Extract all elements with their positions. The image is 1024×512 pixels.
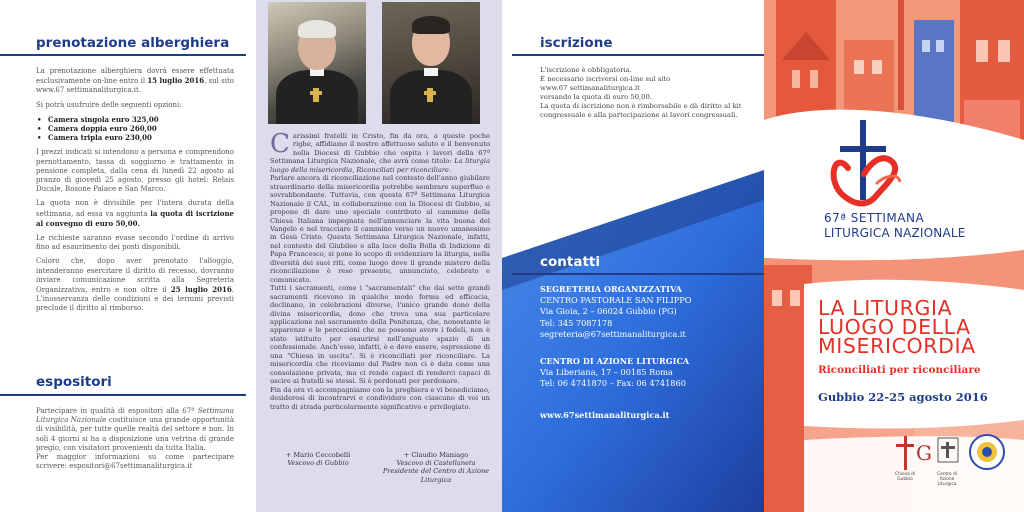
welcome-letter-text <box>270 129 490 411</box>
cal-logo-icon <box>938 438 958 462</box>
section-divider <box>0 54 246 56</box>
withdraw-deadline: 25 luglio 2016 <box>170 285 232 295</box>
room-option: • Camera doppia euro 260,00 <box>36 124 234 133</box>
exhibitors-text <box>36 407 234 476</box>
website-link[interactable]: www.67settimanaliturgica.it <box>540 410 670 420</box>
dropcap: C <box>270 129 290 159</box>
cal-contact <box>540 356 755 390</box>
requests-text: Le richieste saranno evase secondo l'ordine di arrivo fino ad esaurimento dei posti disponibili. <box>36 234 234 252</box>
letter-para-1: arissimi fratelli in Cristo, fin da ora, a queste poche righe, affidiamo il nostro affettuoso saluto e il benvenuto nella Diocesi di Gubbio che ospita i lavori della 67ª Settimana Liturgica Nazionale, che avrà come titolo: <box>270 132 490 166</box>
section-divider <box>512 273 764 275</box>
quota-text: La quota non è divisibile per l'intera durata della settimana, ad essa va aggiunta <box>36 199 234 218</box>
signer-name: + Mario Ceccobelli <box>285 451 351 459</box>
cal-logo-caption: Centro di Azione Liturgica <box>936 472 958 487</box>
welcome-letter-panel <box>256 0 502 512</box>
hotel-booking-text <box>36 67 234 319</box>
secretariat-phone: Tel: 345 7087178 <box>540 317 613 328</box>
cal-label: CENTRO DI AZIONE LITURGICA <box>540 356 690 366</box>
signer-role-2: Presidente del Centro di Azione Liturgica <box>382 467 490 484</box>
withdraw-text: Coloro che, dopo aver prenotato l'alloggio, intenderanno esercitare il diritto di recesso, dovranno inviare comunicazione scritta alla Segreteria Organizzativa, entro e non oltre il <box>36 257 234 295</box>
quota-bold: la quota di iscrizione al convegno di euro 50,00. <box>36 208 234 228</box>
cal-phone: Tel: 06 4741870 – Fax: 06 4741860 <box>540 378 686 389</box>
expo-text-2: costituisce una grande opportunità di visibilità, per tutte quelle realtà del settore e non. In soli 4 giorni si ha a disposizione una vetrina di grande pregio, con visitatori provenienti da tutta Italia. <box>36 416 234 452</box>
cover-panel <box>764 0 1024 512</box>
signer-role: Vescovo di Castellaneta <box>396 459 476 468</box>
secretariat-label: SEGRETERIA ORGANIZZATIVA <box>540 284 682 294</box>
gubbio-logo-caption: Chiesa di Gubbio <box>894 472 916 482</box>
hotel-booking-heading: prenotazione alberghiera <box>36 35 230 51</box>
section-divider <box>0 394 246 396</box>
room-options-list <box>36 115 234 143</box>
title-line: LA LITURGIA <box>818 296 953 320</box>
registration-line: La quota di iscrizione non è rimborsabile e dà diritto al kit <box>540 101 742 110</box>
registration-line: versando la quota di euro 50,00. <box>540 92 652 101</box>
bishop-ceccobelli-photo <box>268 2 366 124</box>
registration-line: www.67 settimanaliturgica.it <box>540 83 640 92</box>
registration-contacts-panel <box>502 0 764 512</box>
logo-line-2: LITURGICA NAZIONALE <box>824 226 966 240</box>
letter-para-4: Fin da ora vi accompagniamo con la preghiera e vi benediciamo, desiderosi di incontrarvi e condividere con ciascuno di voi un tratto di strada particolarmente significativo e privilegiato. <box>270 385 490 411</box>
bishop-maniago-photo <box>382 2 480 124</box>
secretariat-contact <box>540 284 755 340</box>
options-intro: Si potrà usufruire delle seguenti opzioni: <box>36 100 182 109</box>
signature-ceccobelli <box>270 451 366 467</box>
signature-maniago <box>376 451 496 484</box>
hotel-intro: La prenotazione alberghiera dovrà essere effettuata esclusivamente on-line entro il <box>36 67 234 86</box>
title-line: MISERICORDIA <box>818 334 976 358</box>
registration-line: congressuale e alla partecipazione ai lavori congressuali. <box>540 110 738 119</box>
registration-line: L'iscrizione è obbligatoria. <box>540 66 632 74</box>
cal-address: Via Liberiana, 17 – 00185 Roma <box>540 367 673 378</box>
expo-text-1: Partecipare in qualità di espositori alla 67ª <box>36 407 195 415</box>
expo-contact: Per maggior informazioni su come partecipare scrivere: espositori@67settimanaliturgica.it <box>36 453 234 471</box>
letter-para-3: Tutti i sacramenti, come i "sacramentali" che dai sette grandi sacramenti ricevono in qualche modo forma ed efficacia, declinano, in celebrazioni diverse, l'unico grande dono della divina misericordia, dono che trova una sua particolare applicazione nel sacramento della Penitenza, che, nonostante le apparenze e le percezioni che ne possono avere i fedeli, non è stato istituito per esaurirsi nell'angusto spazio di un confessionale. Anch'esso, infatti, è e deve essere, espressione di una "Chiesa in uscita". Si è riconciliati per riconciliare. La misericordia che riceviamo dal Padre non ci è data come una consolazione privata, ma ci rende capaci di renderci capaci di uscire ai fratelli se stessi. Si è perdonati per perdonare. <box>270 284 490 386</box>
room-option: • Camera tripla euro 230,00 <box>36 133 234 142</box>
secretariat-name: CENTRO PASTORALE SAN FILIPPO <box>540 295 692 306</box>
event-date: Gubbio 22-25 agosto 2016 <box>818 390 988 404</box>
jubilee-logo-icon <box>970 435 1004 469</box>
letter-theme: La liturgia luogo della misericordia, Riconciliati per riconciliare. <box>270 157 490 174</box>
letter-para-2: Parlare ancora di riconciliazione nel contesto dell'anno giubilare straordinario della misericordia potrebbe sembrare superfluo e sovrabbondante. Tuttavia, con questa 67ª Settimana Liturgica Nazionale il CAL, in collaborazione con la Diocesi di Gubbio, si propone di dare uno speciale contributo al cammino della Chiesa Italiana impegnata nell'annunciare la vita buona del Vangelo e nel tracciare il cammino verso un nuovo umanesimo in Gesù Cristo. Questa Settimana Liturgica Nazionale, infatti, nel contesto del Giubileo e alla luce della Bolla di Indizione di Papa Francesco, si pone lo scopo di evidenziare la liturgia, nella diversità dei suoi riti, come luogo dove il grande mistero della riconciliazione è reso presente, annunciato, celebrato e comunicato. <box>270 174 490 284</box>
registration-heading: iscrizione <box>540 35 613 51</box>
exhibitors-heading: espositori <box>36 374 112 390</box>
signer-name: + Claudio Maniago <box>403 451 469 459</box>
hotel-intro-end: , sul sito www.67 settimanaliturgica.it. <box>36 77 235 95</box>
logo-line-1: 67ª SETTIMANA <box>824 211 925 225</box>
contacts-heading: contatti <box>540 254 600 270</box>
event-subtitle: Riconciliati per riconciliare <box>818 364 981 376</box>
registration-line: È necessario iscriversi on-line sul sito <box>540 74 671 83</box>
title-line: LUOGO DELLA <box>818 315 971 339</box>
secretariat-address: Via Gioia, 2 – 06024 Gubbio (PG) <box>540 306 677 317</box>
room-option: • Camera singola euro 325,00 <box>36 115 234 124</box>
secretariat-email[interactable]: segreteria@67settimanaliturgica.it <box>540 328 686 339</box>
signer-role: Vescovo di Gubbio <box>287 459 349 468</box>
svg-text:G: G <box>916 441 932 465</box>
section-divider <box>512 54 764 56</box>
hotel-deadline: 15 luglio 2016 <box>147 76 205 86</box>
gubbio-diocese-logo-icon <box>896 436 932 470</box>
expo-italic: Settimana Liturgica Nazionale <box>36 407 234 425</box>
registration-text <box>540 66 755 119</box>
hotel-info-panel <box>0 0 256 512</box>
withdraw-end: . L'inosservanza delle condizioni e dei termini previsti preclude il diritto al rimborso. <box>36 286 235 313</box>
event-title <box>818 296 976 358</box>
prices-text: I prezzi indicati si intendono a persona e comprendono pernottamento, tassa di soggiorno e trattamento in pensione completa, dalla cena di lunedì 22 agosto al pranzo di giovedì 25 agosto, presso gli hotel: Relais Ducale, Bosone Palace e San Marco. <box>36 148 234 194</box>
